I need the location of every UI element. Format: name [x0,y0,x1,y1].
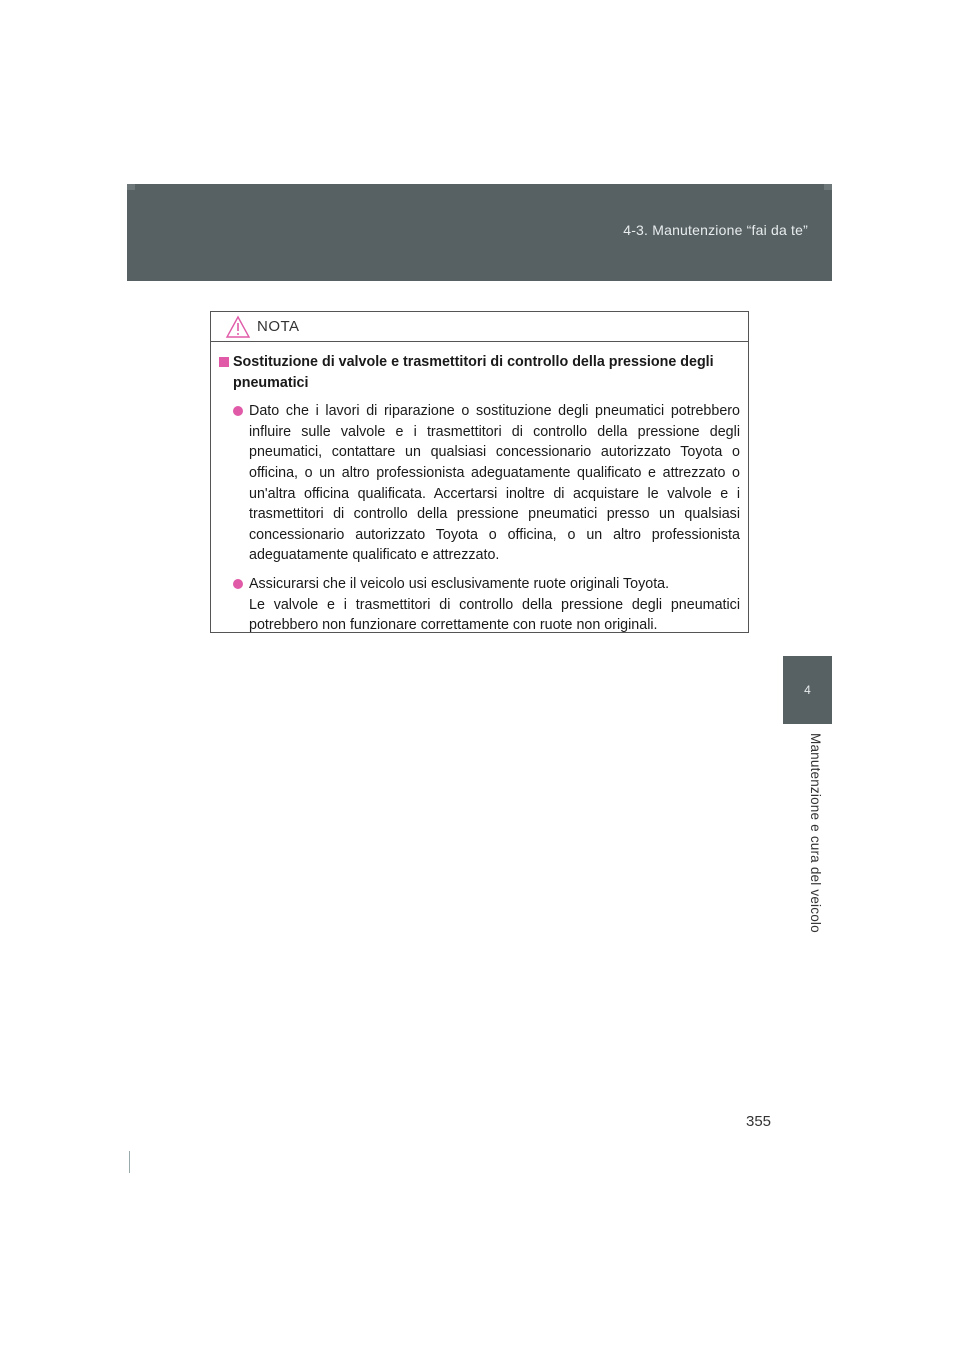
crop-mark [129,1151,130,1173]
note-title: NOTA [257,318,300,335]
bullet-item [219,401,740,566]
square-bullet-icon [219,357,229,367]
heading-text: Sostituzione di valvole e trasmettitori di controllo della pressione degli pneumatici [233,354,714,391]
note-body [211,342,748,636]
bullet-line: Le valvole e i trasmettitori di controllo della pressione degli pneumatici potrebbero non funzionare correttamente con ruote non originali. [249,596,740,634]
chapter-label: Manutenzione e cura del veicolo [808,733,823,933]
note-box [210,311,749,633]
round-bullet-icon [233,406,243,416]
corner-mark [127,184,135,190]
section-title: 4-3. Manutenzione “fai da te” [623,222,808,238]
note-header [211,312,748,342]
bullet-line: Assicurarsi che il veicolo usi esclusivamente ruote originali Toyota. [249,575,670,592]
note-heading [219,352,740,393]
bullet-text [249,574,740,636]
page-number: 355 [746,1113,772,1130]
chapter-tab [783,656,832,724]
round-bullet-icon [233,579,243,589]
warning-triangle-icon [225,315,251,339]
header-band [127,184,832,281]
chapter-number: 4 [804,683,811,697]
corner-mark [824,184,832,190]
bullet-item [219,574,740,636]
bullet-text: Dato che i lavori di riparazione o sostituzione degli pneumatici potrebbero influire sulle valvole e i trasmettitori di controllo della pressione degli pneumatici, contattare un qualsiasi concessionario autorizzato Toyota o officina, o un altro professionista adeguatamente qualificato e attrezzato o un'altra officina qualificata. Accertarsi inoltre di acquistare le valvole e i trasmettitori di controllo della pressione pneumatici presso un qualsiasi concessionario autorizzato Toyota o officina, o un altro professionista adeguatamente qualificato e attrezzato. [249,403,740,564]
